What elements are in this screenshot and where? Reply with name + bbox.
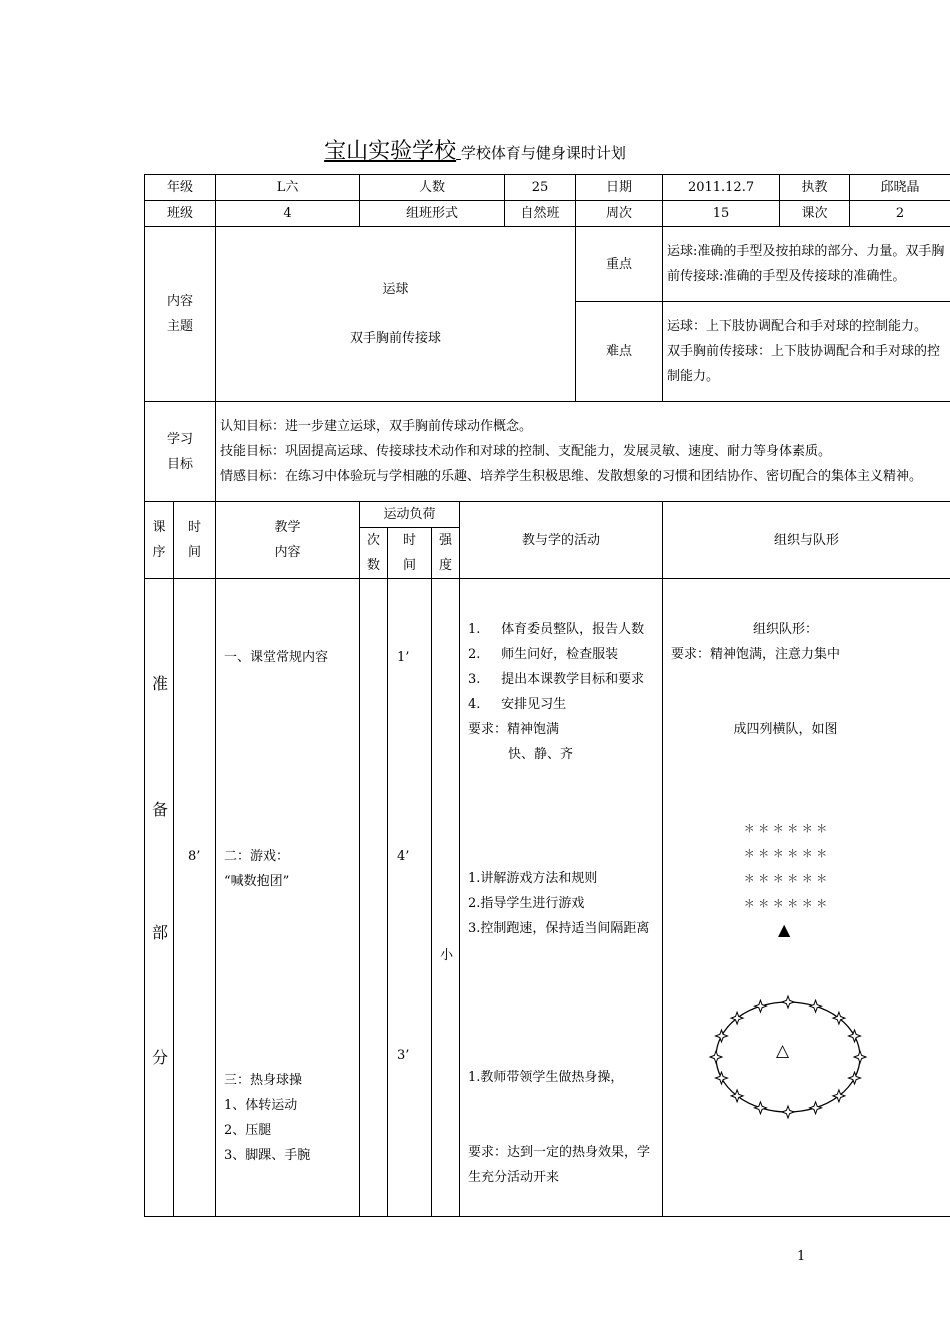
teacher-label: 执教 bbox=[780, 175, 850, 201]
content-topics bbox=[216, 227, 576, 402]
date-value: 2011.12.7 bbox=[663, 175, 780, 201]
prep-time: 8’ bbox=[188, 849, 201, 864]
col-teach-b: 内容 bbox=[274, 545, 301, 560]
difficulty-line-2: 双手胸前传接球：上下肢协调配合和手对球的控制能力。 bbox=[667, 344, 941, 384]
student-star-icon bbox=[782, 996, 794, 1008]
student-star-icon bbox=[782, 1106, 794, 1118]
date-label: 日期 bbox=[576, 175, 663, 201]
grade-value: L六 bbox=[216, 175, 360, 201]
formation-row-4: ＊ ＊ ＊ ＊ ＊ ＊ bbox=[743, 897, 828, 910]
form-label: 组班形式 bbox=[360, 201, 505, 227]
col-seq-a: 课 bbox=[152, 520, 166, 535]
topic-2: 双手胸前传接球 bbox=[350, 331, 442, 346]
student-star-icon bbox=[710, 1051, 722, 1063]
col-teach bbox=[216, 502, 360, 579]
formation-row-3: ＊ ＊ ＊ ＊ ＊ ＊ bbox=[743, 872, 828, 885]
prep-organization-cell bbox=[663, 579, 950, 1217]
org-formation-text: 成四列横队，如图 bbox=[733, 722, 838, 737]
form-value: 自然班 bbox=[505, 201, 576, 227]
col-reps bbox=[360, 528, 388, 579]
difficulty-line-1: 运球：上下肢协调配合和手对球的控制能力。 bbox=[667, 319, 928, 334]
item2-duration: 4’ bbox=[397, 849, 410, 864]
prep-duration-cell bbox=[388, 579, 432, 1217]
activity-1-item-4: 4. 安排见习生 bbox=[468, 697, 567, 712]
activity-1-item-1: 1. 体育委员整队，报告人数 bbox=[468, 622, 645, 637]
week-label: 周次 bbox=[576, 201, 663, 227]
header-row-2 bbox=[145, 201, 950, 227]
activity-2-item-3: 3.控制跑速，保持适当间隔距离 bbox=[468, 921, 650, 936]
student-star-icon bbox=[810, 1000, 822, 1012]
content-label bbox=[145, 227, 216, 402]
week-value: 15 bbox=[663, 201, 780, 227]
page-number: 1 bbox=[797, 1249, 806, 1264]
org-requirement: 要求：精神饱满，注意力集中 bbox=[671, 647, 841, 662]
item3-duration: 3’ bbox=[397, 1048, 410, 1063]
content-item-3-line2: 1、体转运动 bbox=[224, 1098, 298, 1113]
formation-row-2: ＊ ＊ ＊ ＊ ＊ ＊ bbox=[743, 847, 828, 860]
col-dur-a: 时 bbox=[403, 533, 417, 548]
objectives-label-line1: 学习 bbox=[167, 431, 194, 447]
student-star-icon bbox=[754, 1102, 766, 1114]
prep-char-2: 备 bbox=[152, 800, 169, 819]
col-teach-a: 教学 bbox=[274, 520, 301, 535]
header-row-1 bbox=[145, 175, 950, 201]
objective-skill: 技能目标：巩固提高运球、传接球技术动作和对球的控制、支配能力，发展灵敏、速度、耐力等身体素质。 bbox=[220, 444, 832, 459]
prep-part bbox=[145, 579, 174, 1217]
document-title bbox=[0, 134, 950, 165]
col-seq-b: 序 bbox=[152, 545, 166, 560]
lesson-label: 课次 bbox=[780, 201, 850, 227]
student-star-icon bbox=[754, 1000, 766, 1012]
formation-row-1: ＊ ＊ ＊ ＊ ＊ ＊ bbox=[743, 822, 828, 835]
prep-content-cell bbox=[216, 579, 360, 1217]
activity-3-req: 要求：达到一定的热身效果，学生充分活动开来 bbox=[468, 1145, 651, 1185]
difficulty-text bbox=[663, 302, 950, 402]
activity-1-list bbox=[468, 617, 654, 767]
col-dur-b: 间 bbox=[403, 558, 417, 573]
count-label: 人数 bbox=[360, 175, 505, 201]
objectives-text bbox=[216, 402, 950, 502]
student-star-icon bbox=[854, 1051, 866, 1063]
prep-time-cell bbox=[174, 579, 216, 1217]
content-label-line1: 内容 bbox=[167, 294, 194, 309]
prep-row bbox=[145, 579, 950, 1217]
activity-1-item-2: 2. 师生问好，检查服装 bbox=[468, 647, 619, 662]
class-label: 班级 bbox=[145, 201, 216, 227]
col-reps-a: 次 bbox=[367, 533, 381, 548]
student-star-icon bbox=[716, 1072, 728, 1084]
col-duration bbox=[388, 528, 432, 579]
col-activity: 教与学的活动 bbox=[460, 502, 663, 579]
content-item-3-line4: 3、脚踝、手腕 bbox=[224, 1148, 311, 1163]
activity-1-req-1: 要求：精神饱满 bbox=[468, 722, 560, 737]
difficulty-label: 难点 bbox=[576, 302, 663, 402]
topic-1: 运球 bbox=[382, 282, 409, 297]
col-time-a: 时 bbox=[188, 520, 202, 535]
teacher-value: 邱晓晶 bbox=[850, 175, 950, 201]
col-int-a: 强 bbox=[439, 533, 453, 548]
student-star-icon bbox=[849, 1072, 861, 1084]
content-label-line2: 主题 bbox=[167, 319, 194, 334]
focus-text: 运球:准确的手型及按拍球的部分、力量。双手胸前传接球:准确的手型及传接球的准确性。 bbox=[663, 227, 950, 302]
count-value: 25 bbox=[505, 175, 576, 201]
prep-intensity-cell bbox=[432, 579, 460, 1217]
col-seq bbox=[145, 502, 174, 579]
lesson-plan-grid bbox=[144, 174, 950, 1217]
col-intensity bbox=[432, 528, 460, 579]
col-load: 运动负荷 bbox=[360, 502, 460, 528]
content-item-2a: 二：游戏： bbox=[224, 849, 290, 864]
content-item-1: 一、课堂常规内容 bbox=[224, 650, 329, 665]
school-name: 宝山实验学校 bbox=[324, 139, 457, 164]
objectives-label bbox=[145, 402, 216, 502]
activity-2-list bbox=[468, 866, 654, 941]
focus-label: 重点 bbox=[576, 227, 663, 302]
teacher-marker-icon: ▲ bbox=[778, 920, 791, 939]
item1-duration: 1’ bbox=[397, 650, 410, 665]
grade-label: 年级 bbox=[145, 175, 216, 201]
activity-2-item-2: 2.指导学生进行游戏 bbox=[468, 896, 585, 911]
objectives-label-line2: 目标 bbox=[167, 456, 194, 472]
activity-3-text: 1.教师带领学生做热身操， bbox=[468, 1070, 624, 1085]
col-int-b: 度 bbox=[439, 558, 453, 573]
objective-emotion: 情感目标：在练习中体验玩与学相融的乐趣、培养学生积极思维、发散想象的习惯和团结协作、密切配合的集体主义精神。 bbox=[220, 469, 923, 484]
student-star-icon bbox=[810, 1102, 822, 1114]
objective-cognitive: 认知目标：进一步建立运球，双手胸前传球动作概念。 bbox=[220, 419, 533, 434]
col-time-b: 间 bbox=[188, 545, 202, 560]
student-star-icon bbox=[716, 1030, 728, 1042]
lesson-value: 2 bbox=[850, 201, 950, 227]
prep-reps-cell bbox=[360, 579, 388, 1217]
circle-center-icon: △ bbox=[776, 1041, 790, 1061]
column-header-row-1 bbox=[145, 502, 950, 528]
activity-1-req-2: 快、静、齐 bbox=[508, 747, 574, 762]
prep-char-1: 准 bbox=[152, 674, 169, 693]
content-item-2b: “喊数抱团” bbox=[224, 874, 290, 889]
prep-char-3: 部 bbox=[152, 923, 169, 942]
prep-intensity: 小 bbox=[440, 948, 454, 963]
activity-1-item-3: 3. 提出本课教学目标和要求 bbox=[468, 672, 645, 687]
org-title: 组织队形： bbox=[753, 622, 819, 637]
objectives-row bbox=[145, 402, 950, 502]
activity-2-item-1: 1.讲解游戏方法和规则 bbox=[468, 871, 598, 886]
class-value: 4 bbox=[216, 201, 360, 227]
col-reps-b: 数 bbox=[367, 558, 381, 573]
content-item-3-line1: 三：热身球操 bbox=[224, 1073, 303, 1088]
col-time bbox=[174, 502, 216, 579]
col-organization: 组织与队形 bbox=[663, 502, 950, 579]
content-focus-row bbox=[145, 227, 950, 302]
prep-activity-cell bbox=[460, 579, 663, 1217]
prep-char-4: 分 bbox=[152, 1048, 169, 1067]
plan-subtitle: 学校体育与健身课时计划 bbox=[460, 144, 626, 162]
student-star-icon bbox=[849, 1030, 861, 1042]
content-item-3-line3: 2、压腿 bbox=[224, 1123, 272, 1138]
